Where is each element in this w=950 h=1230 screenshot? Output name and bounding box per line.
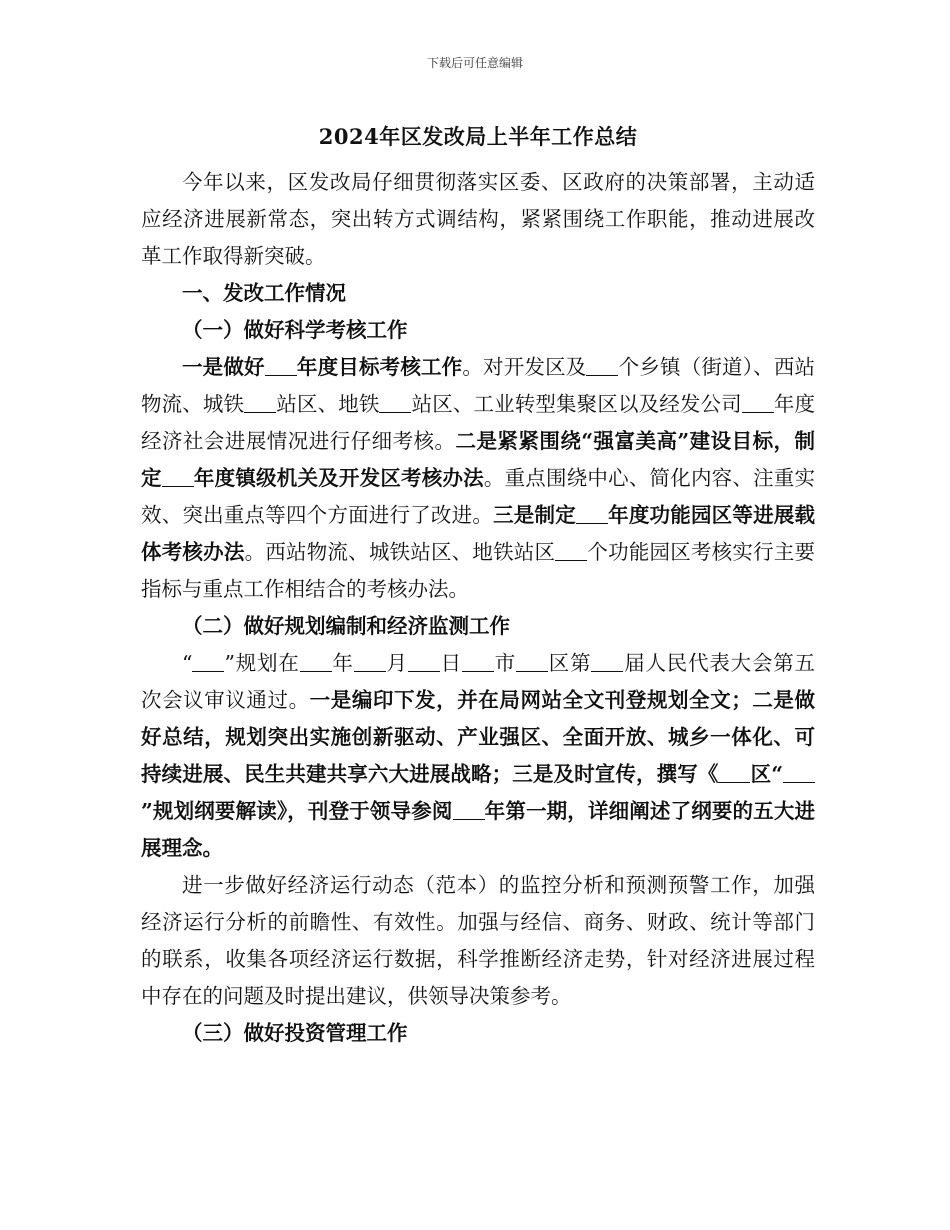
fill-blank <box>516 653 548 672</box>
fill-blank <box>742 394 774 413</box>
text-run: ”规划在 <box>224 651 300 675</box>
paragraph-assessment <box>141 349 815 608</box>
text-run: 届人民代表大会第五次会议审议通过。 <box>141 651 816 712</box>
subsection-heading-3: （三）做好投资管理工作 <box>182 1021 408 1045</box>
fill-blank <box>408 653 440 672</box>
fill-blank <box>265 357 297 376</box>
fill-blank <box>300 653 332 672</box>
header-note: 下载后可任意编辑 <box>426 56 523 70</box>
text-run: 。西站物流、城铁站区、地铁站区 <box>244 540 556 564</box>
text-run: 个功能园区考核实行主要指标与重点工作相结合的考核办法。 <box>141 540 816 601</box>
text-run: 一是编印下发，并在局网站全文刊登规划全文；二是做好总结，规划突出实施创新驱动、产业强区、全面开放、城乡一体化、可持续进展、民生共建共享六大进展战略；三是及时宣传，撰写《 <box>141 688 816 786</box>
paragraph-monitoring: 进一步做好经济运行动态（范本）的监控分析和预测预警工作，加强经济运行分析的前瞻性、有效性。加强与经信、商务、财政、统计等部门的联系，收集各项经济运行数据，科学推断经济走势，针对经济进展过程中存在的问题及时提出建议，供领导决策参考。 <box>141 873 815 1008</box>
document-title: 2024年区发改局上半年工作总结 <box>318 124 638 149</box>
document-body <box>141 122 815 1052</box>
text-run: 年 <box>331 651 354 675</box>
section-heading-1: 一、发改工作情况 <box>182 281 346 305</box>
text-run: ”规划纲要解读》，刊登于领导参阅 <box>141 799 453 823</box>
fill-blank <box>783 764 815 783</box>
fill-blank <box>718 764 750 783</box>
text-run: 个乡镇（街道）、西站物流、城铁 <box>141 355 816 416</box>
text-run: 市 <box>493 651 517 675</box>
text-run: 二是紧紧围绕“强富美高”建设目标，制定 <box>141 429 816 490</box>
text-run: 。对开发区及 <box>462 355 587 379</box>
text-run: 月 <box>385 651 408 675</box>
text-run: 年度镇级机关及开发区考核办法 <box>193 466 484 490</box>
text-run: 年度目标考核工作 <box>296 355 463 379</box>
text-run: “ <box>182 651 193 675</box>
text-run: 站区、地铁 <box>276 392 380 416</box>
fill-blank <box>591 653 623 672</box>
fill-blank <box>379 394 411 413</box>
intro-paragraph: 今年以来，区发改局仔细贯彻落实区委、区政府的决策部署，主动适应经济进展新常态，突出转方式调结构，紧紧围绕工作职能，推动进展改革工作取得新突破。 <box>141 170 815 268</box>
text-run: 站区、工业转型集聚区以及经发公司 <box>411 392 742 416</box>
fill-blank <box>244 394 276 413</box>
text-run: 区第 <box>548 651 592 675</box>
text-run: 日 <box>439 651 462 675</box>
fill-blank <box>162 468 194 487</box>
subsection-heading-1: （一）做好科学考核工作 <box>182 318 408 342</box>
text-run: 。重点围绕中心、简化内容、注重实效、突出重点等四个方面进行了改进。 <box>141 466 816 527</box>
fill-blank <box>354 653 386 672</box>
paragraph-planning <box>141 645 815 867</box>
fill-blank <box>576 505 608 524</box>
text-run: 一是做好 <box>182 355 265 379</box>
text-run: 三是制定 <box>493 503 576 527</box>
fill-blank <box>555 542 587 561</box>
fill-blank <box>192 653 224 672</box>
text-run: 年第一期，详细阐述了纲要的五大进展理念。 <box>141 799 816 860</box>
text-run: 区“ <box>750 762 784 786</box>
fill-blank <box>462 653 494 672</box>
fill-blank <box>586 357 618 376</box>
text-run: 年度功能园区等进展载体考核办法 <box>141 503 816 564</box>
subsection-heading-2: （二）做好规划编制和经济监测工作 <box>182 614 510 638</box>
text-run: 年度经济社会进展情况进行仔细考核。 <box>141 392 816 453</box>
fill-blank <box>453 801 485 820</box>
